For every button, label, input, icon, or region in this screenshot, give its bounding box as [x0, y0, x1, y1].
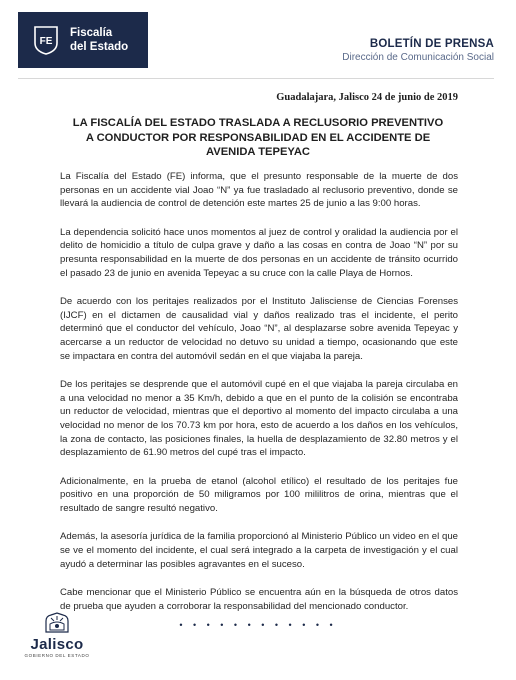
article-body	[60, 170, 458, 628]
paragraph: La dependencia solicitó hace unos momentos al juez de control y oralidad la audiencia por el delito de homicidio a título de culpa grave y daño a las cosas en contra de Joao “N” por su presunta responsabilidad en la muerte de dos personas en un accidente de tránsito ocurrido el pasado 23 de junio en avenida Tepeyac a su cruce con la calle Playa de Hornos.	[60, 226, 458, 279]
separator-dots: • • • • • • • • • • • •	[179, 620, 337, 630]
dateline: Guadalajara, Jalisco 24 de junio de 2019	[276, 92, 458, 103]
header-divider	[18, 78, 494, 79]
jalisco-logo	[22, 612, 92, 658]
paragraph: Adicionalmente, en la prueba de etanol (alcohol etílico) el resultado de los peritajes fue positivo en una proporción de 50 miligramos por 100 mililitros de orina, mientras que el resultado de sangre resultó negativo.	[60, 475, 458, 514]
paragraph: De acuerdo con los peritajes realizados por el Instituto Jalisciense de Ciencias Forenses (IJCF) en el dictamen de causalidad vial y daños realizado tras el incidente, el perito determinó que el conductor del vehículo, Joao “N”, al desplazarse sobre avenida Tepeyac y acercarse a un reductor de velocidad no detuvo su unidad a tiempo, ocasionando que este se impactara en contra del automóvil sedán en el que viajaba la pareja.	[60, 296, 458, 362]
paragraph: La Fiscalía del Estado (FE) informa, que el presunto responsable de la muerte de dos personas en un accidente vial Joao “N” ya fue trasladado al reclusorio preventivo, donde se llevará la audiencia de control de detención este martes 25 de junio a las 9:00 horas.	[60, 171, 458, 210]
fe-badge-icon	[32, 24, 60, 56]
bulletin-header	[342, 38, 494, 63]
jalisco-crest-icon	[42, 612, 72, 634]
fe-badge-text: FE	[39, 36, 53, 47]
logo-line-2: del Estado	[70, 41, 129, 53]
fiscalia-logo	[18, 12, 148, 68]
bulletin-subtitle: Dirección de Comunicación Social	[342, 52, 494, 63]
logo-line-1: Fiscalía	[70, 27, 113, 39]
headline: LA FISCALÍA DEL ESTADO TRASLADA A RECLUSORIO PREVENTIVO A CONDUCTOR POR RESPONSABILIDAD EN EL ACCIDENTE DE AVENIDA TEPEYAC	[72, 117, 444, 158]
footer-subtitle: GOBIERNO DEL ESTADO	[24, 653, 90, 658]
paragraph: De los peritajes se desprende que el automóvil cupé en el que viajaba la pareja circulaba en a una velocidad no menor a 35 Km/h, debido a que en el punto de la colisión se encontraba un reductor de velocidad, mientras que el deportivo al momento del impacto circulaba a una velocidad no menor de los 70.73 km por hora, esto de acuerdo a los daños en los vehículos, la zona de contacto, las posiciones finales, la huella de desplazamiento de 32.80 metros y el desplazamiento de 61.90 metros del cupé tras el impacto.	[60, 379, 458, 459]
footer-wordmark: Jalisco	[30, 636, 84, 653]
paragraph: Cabe mencionar que el Ministerio Público se encuentra aún en la búsqueda de otros datos de prueba que ayuden a corroborar la responsabilidad del mencionado conductor.	[60, 587, 458, 612]
paragraph: Además, la asesoría jurídica de la familia proporcionó al Ministerio Público un video en el que se ve el momento del incidente, el cual será integrado a la carpeta de investigación y el cual ayudó a determinar las posibles agravantes en el suceso.	[60, 531, 458, 570]
bulletin-title: BOLETÍN DE PRENSA	[369, 38, 494, 50]
logo-text	[70, 26, 128, 54]
